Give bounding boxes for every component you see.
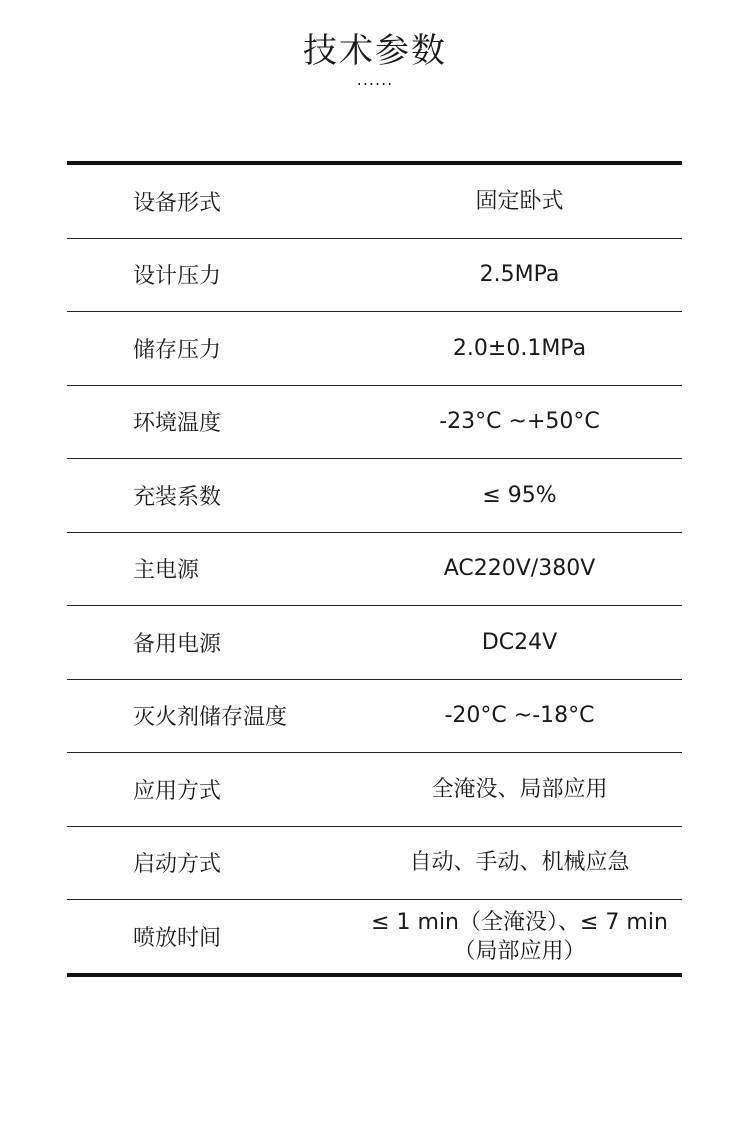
- table-row: [67, 165, 682, 239]
- spec-table: [67, 161, 682, 977]
- table-row: [67, 900, 682, 973]
- spec-value: ≤ 1 min（全淹没）、≤ 7 min（局部应用）: [371, 909, 668, 964]
- spec-value: 2.5MPa: [479, 262, 560, 288]
- spec-value: AC220V/380V: [443, 556, 596, 582]
- spec-value: 固定卧式: [475, 188, 564, 214]
- table-row: [67, 753, 682, 827]
- spec-label: 应用方式: [133, 778, 222, 804]
- spec-value: DC24V: [481, 629, 558, 655]
- spec-label: 主电源: [133, 558, 200, 584]
- table-row: [67, 827, 682, 901]
- table-row: [67, 312, 682, 386]
- table-row: [67, 459, 682, 533]
- spec-label: 喷放时间: [133, 926, 222, 951]
- page-title: 技术参数: [303, 31, 447, 71]
- title-decoration-dots: ......: [356, 70, 394, 89]
- spec-label: 设备形式: [133, 190, 222, 216]
- spec-label: 环境温度: [133, 411, 222, 437]
- table-row: [67, 680, 682, 754]
- spec-value: ≤ 95%: [482, 482, 557, 508]
- spec-label: 充装系数: [133, 484, 222, 510]
- table-row: [67, 386, 682, 460]
- spec-label: 备用电源: [133, 631, 222, 657]
- spec-label: 储存压力: [133, 337, 222, 363]
- spec-value: 全淹没、局部应用: [431, 776, 608, 802]
- table-row: [67, 606, 682, 680]
- spec-value: 2.0±0.1MPa: [452, 335, 587, 361]
- table-row: [67, 239, 682, 313]
- table-row: [67, 533, 682, 607]
- spec-value: -20°C ~-18°C: [444, 703, 595, 729]
- spec-label: 灭火剂储存温度: [133, 705, 288, 731]
- spec-label: 启动方式: [133, 852, 222, 878]
- spec-value: 自动、手动、机械应急: [409, 850, 630, 876]
- spec-value: -23°C ~+50°C: [439, 409, 600, 435]
- spec-label: 设计压力: [133, 264, 222, 290]
